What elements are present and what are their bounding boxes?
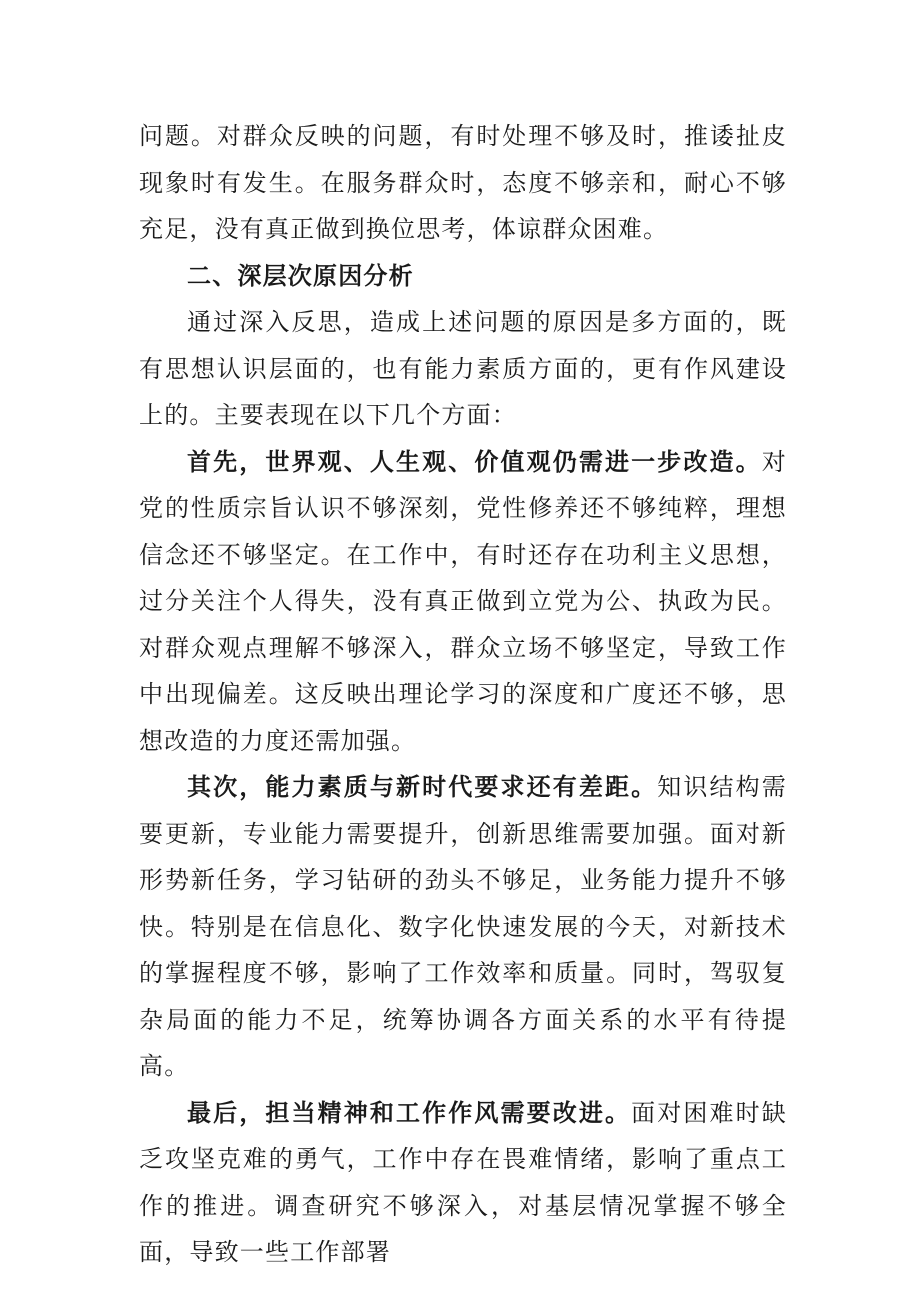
- document-body: [139, 113, 787, 1276]
- point-paragraph-2: [139, 764, 787, 1090]
- point-lead-1: 首先，世界观、人生观、价值观仍需进一步改造。: [187, 447, 762, 476]
- point-lead-2: 其次，能力素质与新时代要求还有差距。: [187, 773, 658, 801]
- point-paragraph-1: [139, 439, 787, 765]
- point-body-1: 对党的性质宗旨认识不够深刻，党性修养还不够纯粹，理想信念还不够坚定。在工作中，有时还存在功利主义思想，过分关注个人得失，没有真正做到立党为公、执政为民。对群众观点理解不够深入，群众立场不够坚定，导致工作中出现偏差。这反映出理论学习的深度和广度还不够，思想改造的力度还需加强。: [139, 447, 787, 755]
- point-body-2: 知识结构需要更新，专业能力需要提升，创新思维需要加强。面对新形势新任务，学习钻研的劲头不够足，业务能力提升不够快。特别是在信息化、数字化快速发展的今天，对新技术的掌握程度不够，影响了工作效率和质量。同时，驾驭复杂局面的能力不足，统筹协调各方面关系的水平有待提高。: [139, 773, 788, 1080]
- point-paragraph-3: [139, 1090, 787, 1276]
- paragraph-continuation: [139, 113, 787, 253]
- section-heading-text: 二、深层次原因分析: [187, 261, 414, 290]
- point-lead-3: 最后，担当精神和工作作风需要改进。: [187, 1098, 632, 1127]
- point-body-3: 面对困难时缺乏攻坚克难的勇气，工作中存在畏难情绪，影响了重点工作的推进。调查研究不够深入，对基层情况掌握不够全面，导致一些工作部署: [139, 1098, 787, 1266]
- paragraph-text: 问题。对群众反映的问题，有时处理不够及时，推诿扯皮现象时有发生。在服务群众时，态度不够亲和，耐心不够充足，没有真正做到换位思考，体谅群众困难。: [139, 122, 787, 243]
- section-heading: [139, 253, 787, 300]
- intro-text: 通过深入反思，造成上述问题的原因是多方面的，既有思想认识层面的，也有能力素质方面的，更有作风建设上的。主要表现在以下几个方面：: [139, 308, 787, 429]
- intro-paragraph: [139, 299, 787, 439]
